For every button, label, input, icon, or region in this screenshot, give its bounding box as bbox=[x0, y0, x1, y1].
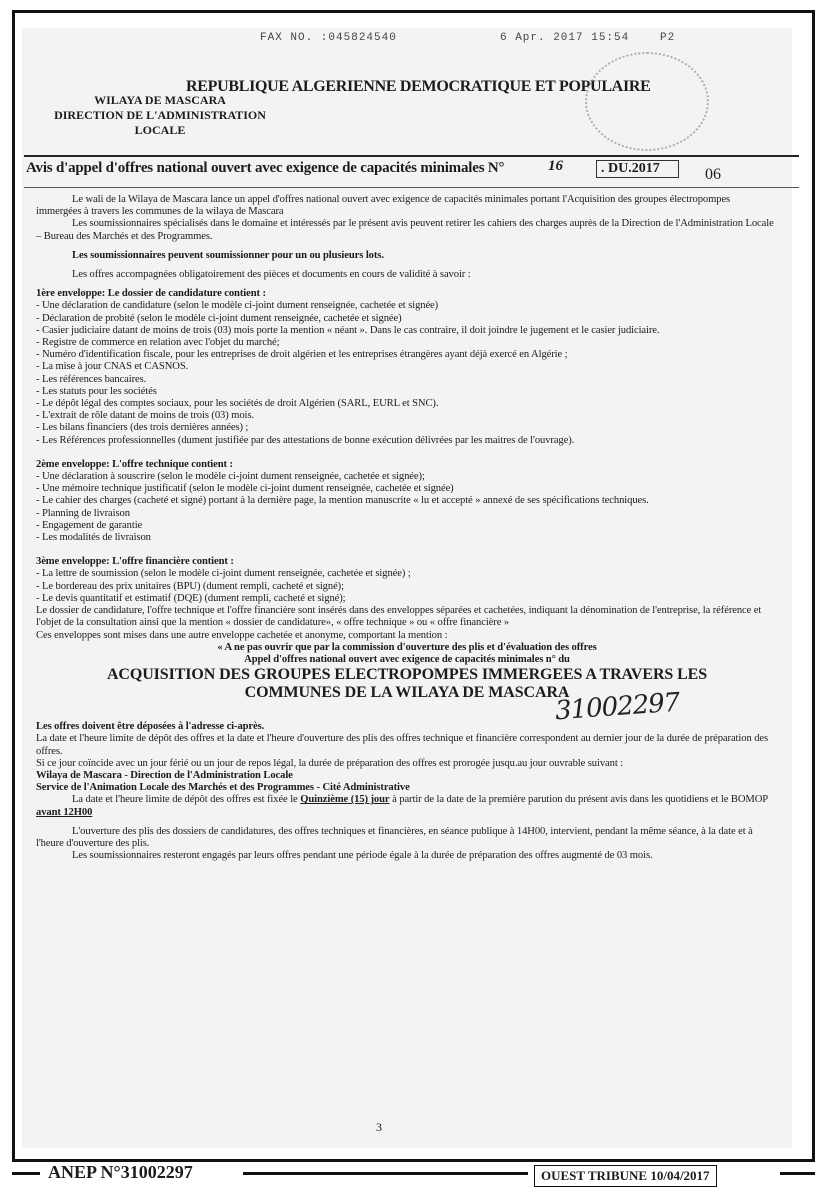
fax-date: 6 Apr. 2017 15:54 bbox=[500, 32, 630, 44]
fax-header bbox=[260, 32, 676, 44]
list-item: - Le devis quantitatif et estimatif (DQE) (dument rempli, cacheté et signé); bbox=[36, 592, 346, 604]
issuer-block bbox=[30, 93, 290, 138]
project-title: ACQUISITION DES GROUPES ELECTROPOMPES IMMERGEES A TRAVERS LES bbox=[106, 666, 708, 684]
list-item: - Numéro d'identification fiscale, pour les entreprises de droit algérien et les entreprises étrangères ayant déjà exercé en Algérie ; bbox=[36, 349, 568, 361]
list-item: - Une mémoire technique justificatif (selon le modèle ci-joint dument renseignée, cachetée et signée) bbox=[36, 483, 454, 495]
validity-paragraph: Les soumissionnaires resteront engagés par leurs offres pendant une période égale à la durée de préparation des offres augmenté de 03 mois. bbox=[72, 850, 653, 862]
list-item: - La lettre de soumission (selon le modèle ci-joint dument renseignée, cachetée et signée) ; bbox=[36, 568, 411, 580]
deadline-text: La date et l'heure limite de dépôt des offres est fixée le bbox=[72, 794, 298, 806]
intro-paragraph: Le wali de la Wilaya de Mascara lance un appel d'offres national ouvert avec exigence de capacités minimales portant l'Acquisition des groupes électropompes immergées à travers les communes de la wilaya de Mascara bbox=[36, 194, 731, 218]
list-item: - Les Références professionnelles (dument justifiée par des attestations de bonne exécution délivrées par les maitres de l'ouvrage). bbox=[36, 434, 575, 446]
issuer-line: WILAYA DE MASCARA bbox=[94, 93, 226, 107]
envelope-mention: « A ne pas ouvrir que par la commission d'ouverture des plis et d'évaluation des offres bbox=[217, 641, 597, 653]
official-stamp-icon bbox=[585, 52, 709, 151]
list-item: - Une déclaration de candidature (selon le modèle ci-joint dument renseignée, cachetée et signée) bbox=[36, 300, 439, 312]
list-item: - Une déclaration à souscrire (selon le modèle ci-joint dument renseignée, cachetée et signée); bbox=[36, 471, 425, 483]
fax-page: P2 bbox=[660, 32, 676, 44]
list-item: - La mise à jour CNAS et CASNOS. bbox=[36, 361, 189, 373]
deposit-address: Wilaya de Mascara - Direction de l'Administration Locale bbox=[36, 769, 293, 781]
list-item: - Les références bancaires. bbox=[36, 373, 147, 385]
deposit-address: Service de l'Animation Locale des Marchés et des Programmes - Cité Administrative bbox=[36, 782, 410, 794]
notice-date-tail: 06 bbox=[705, 166, 721, 183]
opening-paragraph: L'ouverture des plis des dossiers de candidatures, des offres techniques et financières, en séance publique à 14H00, intervient, pendant la même séance, à la date et à l'heure d'ouverture des plis. bbox=[36, 825, 753, 849]
documents-intro: Les offres accompagnées obligatoirement des pièces et documents en cours de validité à savoir : bbox=[72, 269, 471, 281]
list-item: - Le cahier des charges (cacheté et signé) portant à la dernière page, la mention manuscrite « lu et accepté » annexé de ses spécifications techniques. bbox=[36, 495, 649, 507]
list-item: - Le bordereau des prix unitaires (BPU) (dument rempli, cacheté et signé); bbox=[36, 580, 344, 592]
list-item: - Casier judiciaire datant de moins de trois (03) mois porte la mention « néant ». Dans le cas contraire, il doit joindre le jugement et le casier judiciaire. bbox=[36, 324, 660, 336]
envelope-3-heading: 3ème enveloppe: L'offre financière contient : bbox=[36, 556, 234, 568]
issuer-line: LOCALE bbox=[134, 123, 186, 137]
deposit-paragraph: Si ce jour coïncide avec un jour férié ou un jour de repos légal, la durée de préparation des offres est prorogée jusqu.au jour ouvrable suivant : bbox=[36, 757, 624, 769]
intro-paragraph: Les soumissionnaires spécialisés dans le domaine et intéressés par le présent avis peuvent retirer les cahiers des charges auprès de la Direction de l'Administration Locale – Bureau des Marchés et des Programmes. bbox=[36, 218, 774, 242]
issuer-line: DIRECTION DE L'ADMINISTRATION bbox=[54, 108, 266, 122]
republic-heading: REPUBLIQUE ALGERIENNE DEMOCRATIQUE ET POPULAIRE bbox=[186, 78, 651, 95]
anep-reference: ANEP N°31002297 bbox=[48, 1162, 193, 1182]
envelope-2-heading: 2ème enveloppe: L'offre technique contient : bbox=[36, 458, 233, 470]
list-item: - L'extrait de rôle datant de moins de trois (03) mois. bbox=[36, 410, 254, 422]
deadline-hour: avant 12H00 bbox=[36, 806, 93, 818]
envelope-instructions: Ces enveloppes sont mises dans une autre enveloppe cachetée et anonyme, comportant la mention : bbox=[36, 629, 448, 641]
list-item: - Les statuts pour les sociétés bbox=[36, 385, 157, 397]
list-item: - Les bilans financiers (des trois dernières années) ; bbox=[36, 422, 249, 434]
footer-rule bbox=[12, 1172, 40, 1175]
notice-title: Avis d'appel d'offres national ouvert avec exigence de capacités minimales N° bbox=[26, 160, 505, 176]
deadline-text: à partir de la date de la première parution du présent avis dans les quotidiens et le BOMOP bbox=[392, 794, 768, 806]
publication-label: OUEST TRIBUNE 10/04/2017 bbox=[534, 1165, 717, 1187]
envelope-instructions: Le dossier de candidature, l'offre technique et l'offre financière sont insérés dans des enveloppes séparées et cachetées, indiquant la dénomination de l'entreprise, la référence et l'objet de la consultation ainsi que la mention « dossier de candidature», « offre technique » ou « offre financière » bbox=[36, 605, 762, 629]
list-item: - Le dépôt légal des comptes sociaux, pour les sociétés de droit Algérien (SARL, EURL et SNC). bbox=[36, 398, 439, 410]
list-item: - Déclaration de probité (selon le modèle ci-joint dument renseignée, cachetée et signée) bbox=[36, 312, 402, 324]
list-item: - Planning de livraison bbox=[36, 507, 130, 519]
list-item: - Les modalités de livraison bbox=[36, 532, 151, 544]
footer-rule bbox=[243, 1172, 528, 1175]
handwritten-reference: 31002297 bbox=[554, 687, 681, 727]
lots-statement: Les soumissionnaires peuvent soumissionner pour un ou plusieurs lots. bbox=[72, 249, 384, 261]
notice-number: 16 bbox=[548, 158, 563, 174]
list-item: - Registre de commerce en relation avec l'objet du marché; bbox=[36, 337, 280, 349]
deposit-paragraph: La date et l'heure limite de dépôt des offres et la date et l'heure d'ouverture des plis des offres technique et financière correspondent au dernier jour de la durée de préparation des offres. bbox=[36, 733, 769, 757]
deadline-paragraph bbox=[36, 794, 778, 818]
envelope-1-heading: 1ère enveloppe: Le dossier de candidature contient : bbox=[36, 288, 266, 300]
fax-number: FAX NO. :045824540 bbox=[260, 32, 397, 44]
deposit-heading: Les offres doivent être déposées à l'adresse ci-après. bbox=[36, 721, 265, 733]
envelope-mention: Appel d'offres national ouvert avec exigence de capacités minimales n° du bbox=[244, 653, 570, 665]
deadline-day: Quinzième (15) jour bbox=[300, 794, 390, 806]
notice-body bbox=[36, 194, 778, 862]
project-title: COMMUNES DE LA WILAYA DE MASCARA bbox=[244, 684, 570, 702]
page-number: 3 bbox=[376, 1120, 382, 1134]
notice-date: . DU.2017 bbox=[596, 160, 679, 178]
list-item: - Engagement de garantie bbox=[36, 519, 143, 531]
footer-rule bbox=[780, 1172, 815, 1175]
